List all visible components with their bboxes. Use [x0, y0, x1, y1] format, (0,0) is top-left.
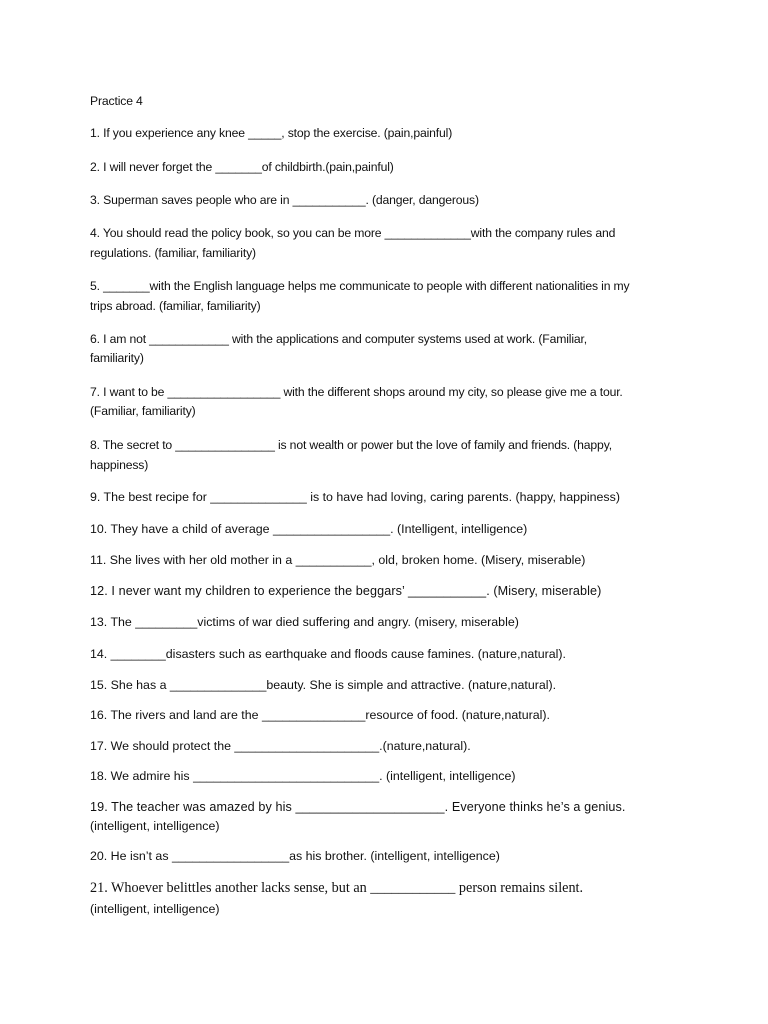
question-20: 20. He isn’t as _________________as his brother. (intelligent, intelligence) — [90, 849, 500, 863]
question-2: 2. I will never forget the _______of childbirth.(pain,painful) — [90, 160, 394, 174]
question-21-line-1: 21. Whoever belittles another lacks sense, but an ____________ person remains silent. — [90, 880, 584, 896]
question-12: 12. I never want my children to experience the beggars’ ___________. (Misery, miserable) — [90, 584, 602, 598]
question-7-line-2: (Familiar, familiarity) — [90, 404, 196, 418]
question-19-line-2: (intelligent, intelligence) — [90, 819, 220, 833]
question-6-line-2: familiarity) — [90, 351, 144, 365]
question-18: 18. We admire his ___________________________. (intelligent, intelligence) — [90, 769, 516, 783]
question-21-line-2: (intelligent, intelligence) — [90, 902, 220, 916]
question-16: 16. The rivers and land are the _______________resource of food. (nature,natural). — [90, 708, 550, 722]
question-14: 14. ________disasters such as earthquake and floods cause famines. (nature,natural). — [90, 647, 566, 661]
question-4-line-2: regulations. (familiar, familiarity) — [90, 246, 256, 260]
question-7-line-1: 7. I want to be _________________ with the different shops around my city, so please give me a tour. — [90, 385, 623, 399]
question-5-line-1: 5. _______with the English language helps me communicate to people with different nationalities in my — [90, 279, 630, 293]
question-17: 17. We should protect the _____________________.(nature,natural). — [90, 739, 471, 753]
question-13: 13. The _________victims of war died suffering and angry. (misery, miserable) — [90, 615, 519, 629]
question-4-line-1: 4. You should read the policy book, so you can be more _____________with the company rules and — [90, 226, 616, 240]
question-5-line-2: trips abroad. (familiar, familiarity) — [90, 299, 261, 313]
question-9: 9. The best recipe for ______________ is to have had loving, caring parents. (happy, happiness) — [90, 490, 620, 504]
question-15: 15. She has a ______________beauty. She is simple and attractive. (nature,natural). — [90, 678, 557, 692]
page-title: Practice 4 — [90, 94, 143, 108]
question-10: 10. They have a child of average _________________. (Intelligent, intelligence) — [90, 522, 528, 536]
question-8-line-2: happiness) — [90, 458, 149, 472]
question-6-line-1: 6. I am not ____________ with the applications and computer systems used at work. (Familiar, — [90, 332, 587, 346]
question-11: 11. She lives with her old mother in a ___________, old, broken home. (Misery, miserable) — [90, 553, 586, 567]
question-3: 3. Superman saves people who are in ___________. (danger, dangerous) — [90, 193, 479, 207]
question-19-line-1: 19. The teacher was amazed by his _____________________. Everyone thinks he’s a genius. — [90, 800, 626, 814]
question-1: 1. If you experience any knee _____, stop the exercise. (pain,painful) — [90, 126, 453, 140]
question-8-line-1: 8. The secret to _______________ is not wealth or power but the love of family and friends. (happy, — [90, 438, 612, 452]
